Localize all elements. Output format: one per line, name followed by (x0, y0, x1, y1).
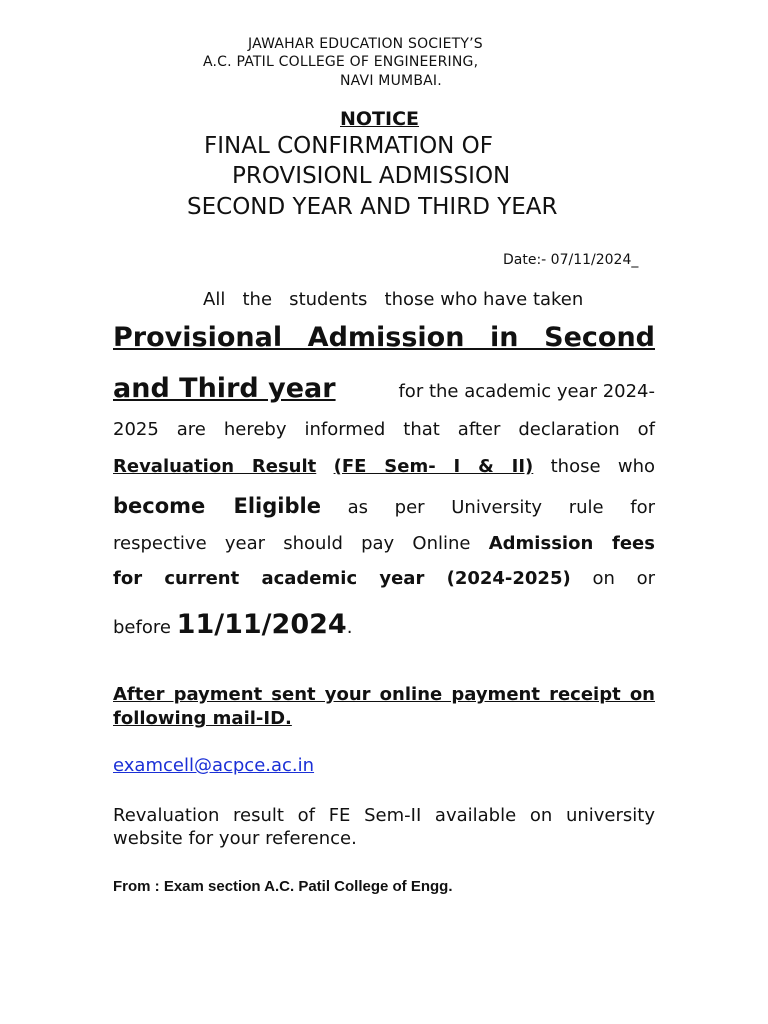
before-text: before (113, 617, 171, 638)
academic-year-text: for the academic year 2024- (398, 381, 655, 402)
title-line-1: FINAL CONFIRMATION OF (204, 133, 494, 159)
college-city: NAVI MUMBAI. (340, 73, 442, 89)
body-line-5 (113, 494, 655, 518)
body-line-7 (113, 568, 655, 589)
email-link[interactable]: examcell@acpce.ac.in (113, 755, 315, 776)
on-or-text: on or (592, 568, 655, 589)
payment-instruction: After payment sent your online payment receipt on following mail-ID. (113, 684, 655, 729)
body-line-4 (113, 456, 655, 477)
body-line-3: 2025 are hereby informed that after declaration of (113, 419, 655, 440)
fe-sem-text: (FE Sem- I & II) (333, 456, 534, 477)
email-row (113, 755, 314, 776)
title-line-3: SECOND YEAR AND THIRD YEAR (187, 194, 558, 220)
pay-online-text: respective year should pay Online (113, 533, 471, 554)
admission-fees-text: Admission fees (488, 533, 655, 554)
title-line-2: PROVISIONL ADMISSION (232, 163, 511, 189)
deadline-date: 11/11/2024 (176, 609, 347, 640)
and-third-year-heading: and Third year (113, 373, 336, 404)
body-line-6 (113, 533, 655, 554)
revaluation-note: Revaluation result of FE Sem-II available on university website for your reference. (113, 805, 655, 849)
society-name: JAWAHAR EDUCATION SOCIETY’S (248, 36, 483, 52)
body-line-1 (113, 322, 655, 353)
body-line-8 (113, 609, 352, 640)
those-who-text: those who (550, 456, 655, 477)
body-line-2 (113, 373, 655, 404)
notice-date: Date:- 07/11/2024_ (503, 252, 639, 268)
deadline-period: . (346, 617, 353, 638)
college-name: A.C. PATIL COLLEGE OF ENGINEERING, (203, 54, 479, 70)
from-line: From : Exam section A.C. Patil College of Engg. (113, 878, 453, 895)
university-rule-text: as per University rule for (347, 497, 655, 518)
revaluation-result-text: Revaluation Result (113, 456, 317, 477)
notice-label: NOTICE (340, 108, 420, 130)
current-academic-year-text: for current academic year (2024-2025) (113, 568, 571, 589)
provisional-admission-heading: Provisional Admission in Second (113, 322, 655, 353)
intro-text: All the students those who have taken (203, 289, 584, 310)
become-eligible-text: become Eligible (113, 494, 321, 518)
